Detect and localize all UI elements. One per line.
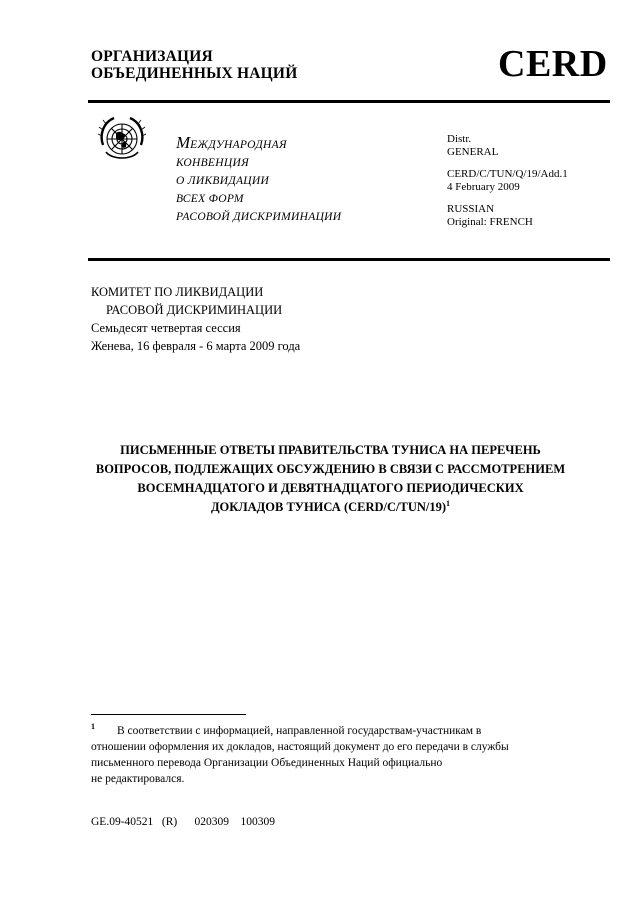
- document-language: RUSSIAN: [447, 203, 495, 215]
- document-language-code: (R): [161, 816, 178, 828]
- convention-line3: О ЛИКВИДАЦИИ: [176, 175, 270, 187]
- document-title: [88, 441, 573, 517]
- organization-name-line1: ОРГАНИЗАЦИЯ: [91, 48, 213, 65]
- title-line3: ВОСЕМНАДЦАТОГО И ДЕВЯТНАДЦАТОГО ПЕРИОДИЧЕСКИХ: [137, 481, 524, 495]
- convention-line4: ВСЕХ ФОРМ: [176, 193, 244, 205]
- title-line4: ДОКЛАДОВ ТУНИСА (CERD/C/TUN/19): [210, 500, 447, 514]
- document-metadata: [447, 133, 568, 228]
- distribution-label: Distr.: [447, 133, 472, 145]
- session-name: Семьдесят четвертая сессия: [91, 321, 241, 335]
- footnote-line1: В соответствии с информацией, направленной государствам-участникам в: [117, 725, 482, 737]
- document-acronym: CERD: [498, 43, 608, 85]
- organization-name-line2: ОБЪЕДИНЕННЫХ НАЦИЙ: [91, 65, 298, 82]
- header-divider: [88, 100, 610, 103]
- title-line1: ПИСЬМЕННЫЕ ОТВЕТЫ ПРАВИТЕЛЬСТВА ТУНИСА НА ПЕРЕЧЕНЬ: [120, 443, 541, 457]
- title-line2: ВОПРОСОВ, ПОДЛЕЖАЩИХ ОБСУЖДЕНИЮ В СВЯЗИ С РАССМОТРЕНИЕМ: [95, 462, 566, 476]
- document-date-received: 100309: [240, 816, 276, 828]
- un-emblem-icon: [94, 112, 150, 168]
- document-date-sent: 020309: [194, 816, 230, 828]
- convention-line2: КОНВЕНЦИЯ: [176, 157, 249, 169]
- footnote-mark: 1: [91, 722, 95, 732]
- footnote-separator: [91, 714, 246, 715]
- committee-block: [91, 283, 300, 355]
- distribution-value: GENERAL: [447, 145, 499, 158]
- convention-name: [176, 134, 341, 226]
- committee-line1: КОМИТЕТ ПО ЛИКВИДАЦИИ: [91, 285, 264, 299]
- footnote-line3: письменного перевода Организации Объединенных Наций официально: [91, 757, 443, 769]
- footnote-line2: отношении оформления их докладов, настоящий документ до его передачи в службы: [91, 741, 509, 753]
- convention-line5: РАСОВОЙ ДИСКРИМИНАЦИИ: [176, 211, 342, 223]
- footnote-line4: не редактировался.: [91, 773, 185, 785]
- footnote: [91, 723, 571, 787]
- committee-line2: РАСОВОЙ ДИСКРИМИНАЦИИ: [106, 303, 283, 317]
- convention-initial: М: [176, 133, 191, 152]
- footnote-reference: 1: [446, 498, 451, 508]
- document-date: 4 February 2009: [447, 180, 520, 193]
- document-number: GE.09-40521: [91, 816, 154, 828]
- document-id: [91, 815, 275, 829]
- organization-name: [91, 48, 297, 82]
- session-venue: Женева, 16 февраля - 6 марта 2009 года: [91, 339, 301, 353]
- section-divider: [88, 258, 610, 261]
- original-language: Original: FRENCH: [447, 215, 533, 228]
- convention-line1: ЕЖДУНАРОДНАЯ: [190, 139, 287, 151]
- document-symbol: CERD/C/TUN/Q/19/Add.1: [447, 168, 568, 180]
